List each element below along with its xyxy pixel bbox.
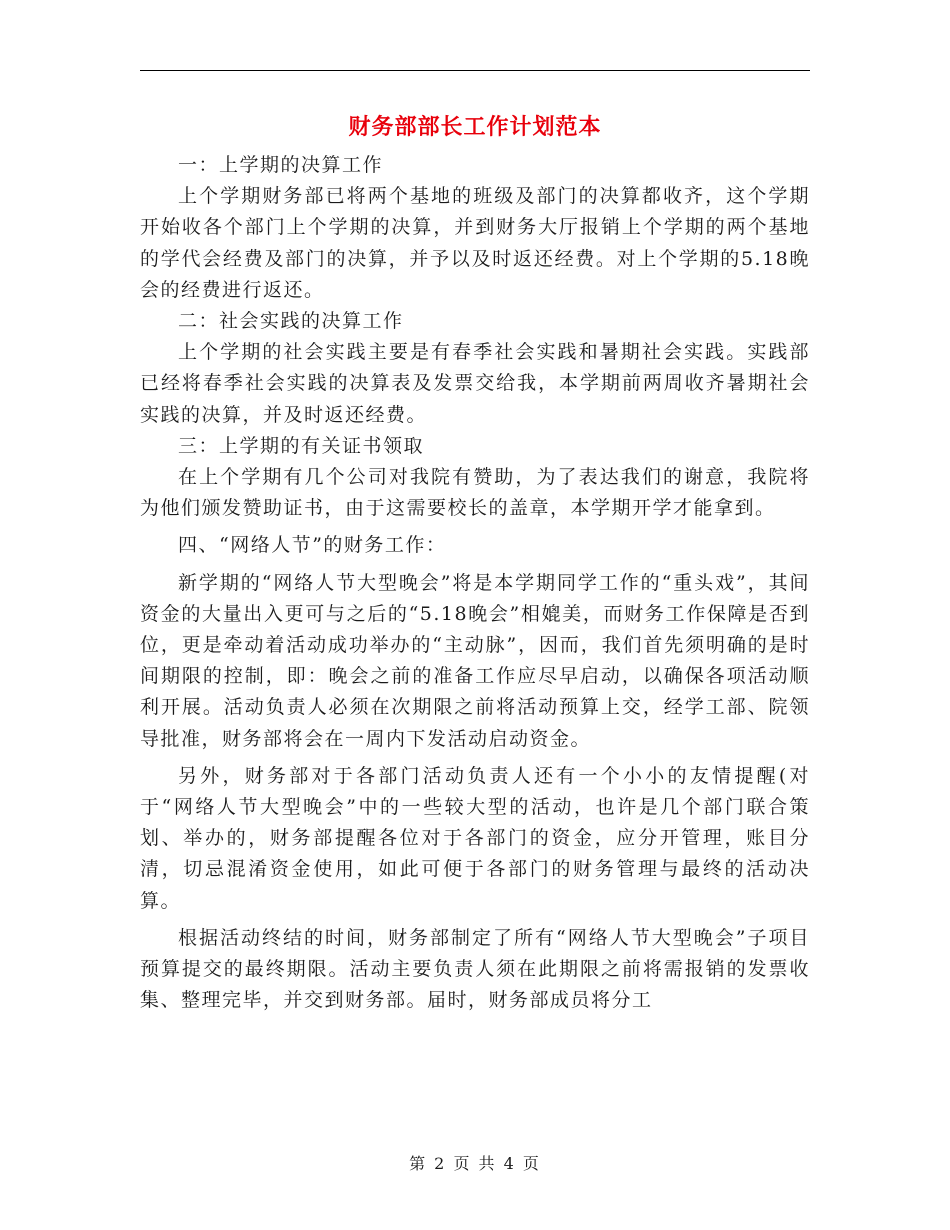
- section-heading-4: 四、“网络人节”的财务工作：: [178, 534, 447, 557]
- page-number: 第 2 页 共 4 页: [409, 1154, 541, 1173]
- paragraph-1: 上个学期财务部已将两个基地的班级及部门的决算都收齐，这个学期开始收各个部门上个学期的决算，并到财务大厅报销上个学期的两个基地的学代会经费及部门的决算，并予以及时返还经费。对上个学期的5.18晚会的经费进行返还。: [140, 185, 810, 301]
- paragraph-2: 上个学期的社会实践主要是有春季社会实践和暑期社会实践。实践部已经将春季社会实践的决算表及发票交给我，本学期前两周收齐暑期社会实践的决算，并及时返还经费。: [140, 341, 810, 426]
- paragraph-5: 另外，财务部对于各部门活动负责人还有一个小小的友情提醒(对于“网络人节大型晚会”中的一些较大型的活动，也许是几个部门联合策划、举办的，财务部提醒各位对于各部门的资金，应分开管理，账目分清，切忌混淆资金使用，如此可便于各部门的财务管理与最终的活动决算。: [140, 764, 810, 912]
- document-body: [140, 150, 810, 1016]
- header-rule: [140, 70, 810, 71]
- paragraph-4: 新学期的“网络人节大型晚会”将是本学期同学工作的“重头戏”，其间资金的大量出入更可与之后的“5.18晚会”相媲美，而财务工作保障是否到位，更是牵动着活动成功举办的“主动脉”，因而，我们首先须明确的是时间期限的控制，即：晚会之前的准备工作应尽早启动，以确保各项活动顺利开展。活动负责人必须在次期限之前将活动预算上交，经学工部、院领导批准，财务部将会在一周内下发活动启动资金。: [140, 571, 810, 750]
- paragraph-3: 在上个学期有几个公司对我院有赞助，为了表达我们的谢意，我院将为他们颁发赞助证书，由于这需要校长的盖章，本学期开学才能拿到。: [140, 466, 810, 520]
- section-heading-2: 二：社会实践的决算工作: [178, 310, 404, 333]
- section-heading-1: 一：上学期的决算工作: [178, 154, 384, 176]
- paragraph-6: 根据活动终结的时间，财务部制定了所有“网络人节大型晚会”子项目预算提交的最终期限。活动主要负责人须在此期限之前将需报销的发票收集、整理完毕，并交到财务部。届时，财务部成员将分工: [140, 926, 810, 1012]
- document-title: 财务部部长工作计划范本: [348, 114, 602, 140]
- section-heading-3: 三：上学期的有关证书领取: [178, 434, 425, 457]
